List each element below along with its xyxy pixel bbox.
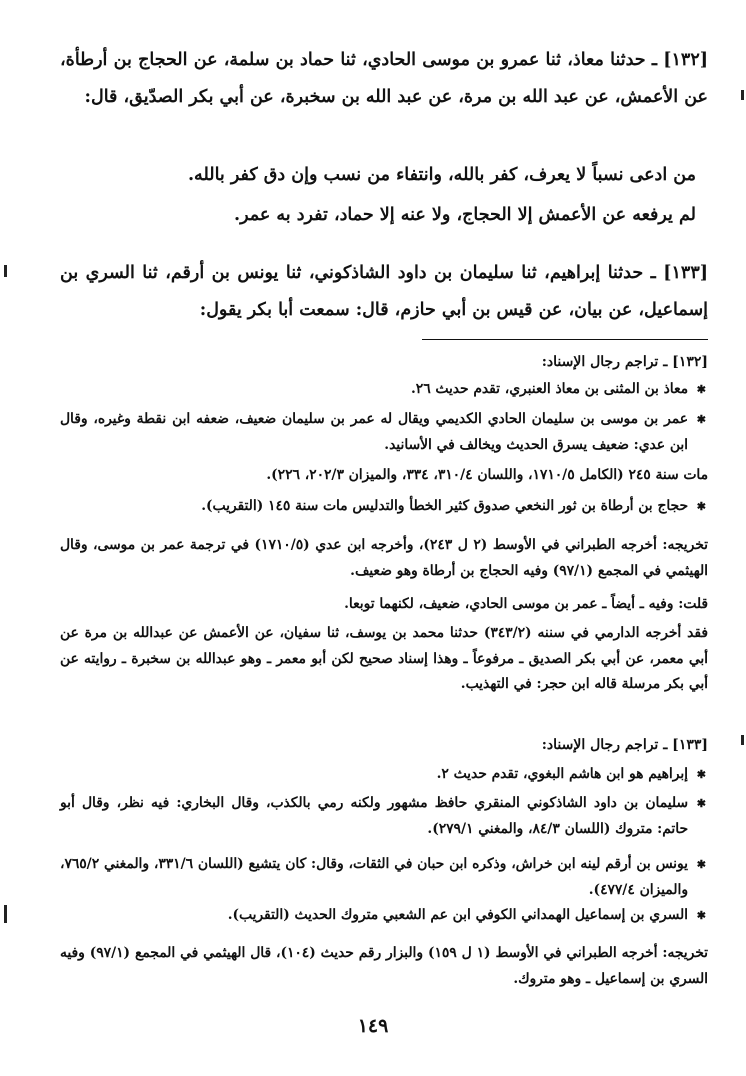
- hadith-132-note: لم يرفعه عن الأعمش إلا الحجاج، ولا عنه إلا حماد، تفرد به عمر.: [233, 205, 696, 225]
- hadith-132-isnad: [١٣٢] ـ حدثنا معاذ، ثنا عمرو بن موسى الحادي، ثنا حماد بن سلمة، عن الحجاج بن أرطأة، عن الأعمش، عن عبد الله بن مرة، عن عبد الله بن سخبرة، عن أبي بكر الصدّيق، قال:: [60, 50, 708, 107]
- footnote-133-narrator-2: ✱ سليمان بن داود الشاذكوني المنقري حافظ مشهور ولكنه رمي بالكذب، وقال البخاري: فيه نظر، وقال أبو حاتم: متروك (اللسان ٨٤/٣، والمغني ٢٧٩/١).: [60, 791, 708, 842]
- margin-mark: [4, 905, 7, 923]
- footnote-132-narrator-3: ✱ حجاج بن أرطاة بن ثور النخعي صدوق كثير الخطأ والتدليس مات سنة ١٤٥ (التقريب).: [60, 494, 708, 520]
- footnote-133-header: [١٣٣] ـ تراجم رجال الإسناد:: [541, 737, 708, 753]
- footnote-132-qult: قلت: وفيه ـ أيضاً ـ عمر بن موسى الحادي، ضعيف، لكنهما توبعا.: [344, 596, 708, 612]
- footnote-132-narrator-2: ✱ عمر بن موسى بن سليمان الحادي الكديمي ويقال له عمر بن سليمان ضعيف، ضعفه ابن نقطة وغيره، وقال ابن عدي: ضعيف يسرق الحديث ويخالف في الأسانيد.: [60, 407, 708, 458]
- footnote-divider: [422, 339, 708, 340]
- margin-mark: [741, 735, 744, 745]
- footnote-132-narrator-1: ✱ معاذ بن المثنى بن معاذ العنبري، تقدم حديث ٢٦.: [60, 377, 708, 403]
- footnote-133-narrator-4: ✱ السري بن إسماعيل الهمداني الكوفي ابن عم الشعبي متروك الحديث (التقريب).: [60, 903, 708, 929]
- margin-mark: [4, 265, 7, 277]
- hadith-132-text: من ادعى نسباً لا يعرف، كفر بالله، وانتفاء من نسب وإن دق كفر بالله.: [187, 165, 696, 185]
- margin-mark: [741, 90, 744, 100]
- footnote-132-header: [١٣٢] ـ تراجم رجال الإسناد:: [541, 354, 708, 370]
- footnote-132-death: مات سنة ٢٤٥ (الكامل ١٧١٠/٥، واللسان ٣١٠/٤، ٣٣٤، والميزان ٢٠٢/٣، ٢٢٦).: [266, 467, 708, 483]
- footnote-133-narrator-1: ✱ إبراهيم هو ابن هاشم البغوي، تقدم حديث ٢.: [60, 762, 708, 788]
- footnote-132-darimi: فقد أخرجه الدارمي في سننه (٣٤٣/٢) حدثنا محمد بن يوسف، ثنا سفيان، عن الأعمش عن عبدالله بن مرة عن أبي معمر، عن أبي بكر الصديق ـ مرفوعاً ـ وهذا إسناد صحيح لكن أبو معمر ـ وهو عبدالله بن سخبرة ـ روايته عن أبي بكر مرسلة قاله ابن حجر: في التهذيب.: [60, 625, 708, 692]
- page-number: ١٤٩: [357, 1015, 389, 1037]
- footnote-133-takhrij: تخريجه: أخرجه الطبراني في الأوسط (١ ل ١٥٩) والبزار رقم حديث (١٠٤)، قال الهيثمي في المجمع (٩٧/١) وفيه السري بن إسماعيل ـ وهو متروك.: [60, 945, 708, 987]
- footnote-132-takhrij: تخريجه: أخرجه الطبراني في الأوسط (٢ ل ٢٤٣)، وأخرجه ابن عدي (١٧١٠/٥) في ترجمة عمر بن موسى، وقال الهيثمي في المجمع (٩٧/١) وفيه الحجاج بن أرطاة وهو ضعيف.: [60, 537, 708, 579]
- hadith-133-isnad: [١٣٣] ـ حدثنا إبراهيم، ثنا سليمان بن داود الشاذكوني، ثنا يونس بن أرقم، ثنا السري بن إسماعيل، عن بيان، عن قيس بن أبي حازم، قال: سمعت أبا بكر يقول:: [60, 263, 708, 320]
- footnote-133-narrator-3: ✱ يونس بن أرقم لينه ابن خراش، وذكره ابن حبان في الثقات، وقال: كان يتشيع (اللسان ٣٣١/٦، والمغني ٧٦٥/٢، والميزان ٤٧٧/٤).: [60, 852, 708, 903]
